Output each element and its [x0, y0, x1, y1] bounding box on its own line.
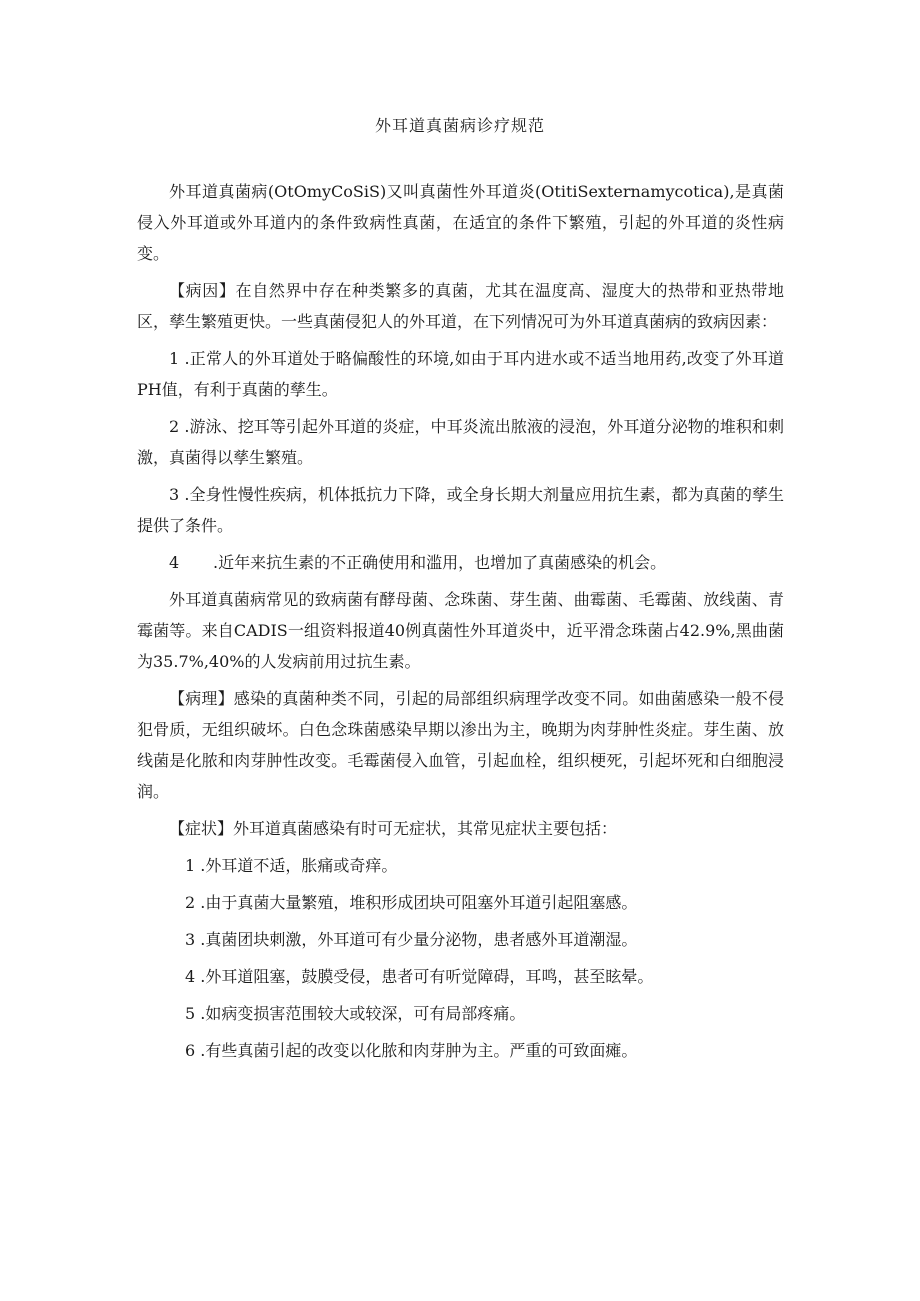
list-item-cause-1: 1 .正常人的外耳道处于略偏酸性的环境,如由于耳内进水或不适当地用药,改变了外耳道PH值，有利于真菌的孳生。: [137, 349, 784, 399]
list-item-symptom-4: 4 .外耳道阻塞，鼓膜受侵，患者可有听觉障碍，耳鸣，甚至眩晕。: [185, 967, 654, 986]
list-item-symptom-1: 1 .外耳道不适，胀痛或奇痒。: [185, 856, 398, 875]
paragraph-etiology: 【病因】在自然界中存在种类繁多的真菌，尤其在温度高、湿度大的热带和亚热带地区，孳生繁殖更快。一些真菌侵犯人的外耳道，在下列情况可为外耳道真菌病的致病因素：: [137, 281, 784, 331]
list-item-symptom-2: 2 .由于真菌大量繁殖，堆积形成团块可阻塞外耳道引起阻塞感。: [185, 893, 638, 912]
list-item-cause-4: [137, 547, 784, 578]
list-item-symptom-6: 6 .有些真菌引起的改变以化脓和肉芽肿为主。严重的可致面瘫。: [185, 1041, 638, 1060]
document-body: [137, 176, 784, 1072]
list-item-cause-4-number: 4: [169, 553, 180, 572]
paragraph-intro: 外耳道真菌病(OtOmyCoSiS)又叫真菌性外耳道炎(OtitiSexternamycotica),是真菌侵入外耳道或外耳道内的条件致病性真菌，在适宜的条件下繁殖，引起的外耳道的炎性病变。: [137, 182, 784, 263]
document-title: 外耳道真菌病诊疗规范: [374, 116, 545, 135]
paragraph-pathogens: 外耳道真菌病常见的致病菌有酵母菌、念珠菌、芽生菌、曲霉菌、毛霉菌、放线菌、青霉菌等。来自CADIS一组资料报道40例真菌性外耳道炎中，近平滑念珠菌占42.9%,黑曲菌为35.7%,40%的人发病前用过抗生素。: [137, 590, 784, 671]
paragraph-pathology: 【病理】感染的真菌种类不同，引起的局部组织病理学改变不同。如曲菌感染一般不侵犯骨质，无组织破坏。白色念珠菌感染早期以渗出为主，晚期为肉芽肿性炎症。芽生菌、放线菌是化脓和肉芽肿性改变。毛霉菌侵入血管，引起血栓，组织梗死，引起坏死和白细胞浸润。: [137, 689, 784, 801]
list-item-cause-2: 2 .游泳、挖耳等引起外耳道的炎症，中耳炎流出脓液的浸泡，外耳道分泌物的堆积和刺激，真菌得以孳生繁殖。: [137, 417, 784, 467]
list-item-cause-3: 3 .全身性慢性疾病，机体抵抗力下降，或全身长期大剂量应用抗生素，都为真菌的孳生提供了条件。: [137, 485, 784, 535]
list-item-symptom-3: 3 .真菌团块刺激，外耳道可有少量分泌物，患者感外耳道潮湿。: [185, 930, 638, 949]
list-item-symptom-5: 5 .如病变损害范围较大或较深，可有局部疼痛。: [185, 1004, 526, 1023]
paragraph-symptoms: 【症状】外耳道真菌感染有时可无症状，其常见症状主要包括：: [169, 819, 618, 838]
list-item-cause-4-text: .近年来抗生素的不正确使用和滥用，也增加了真菌感染的机会。: [213, 553, 667, 572]
